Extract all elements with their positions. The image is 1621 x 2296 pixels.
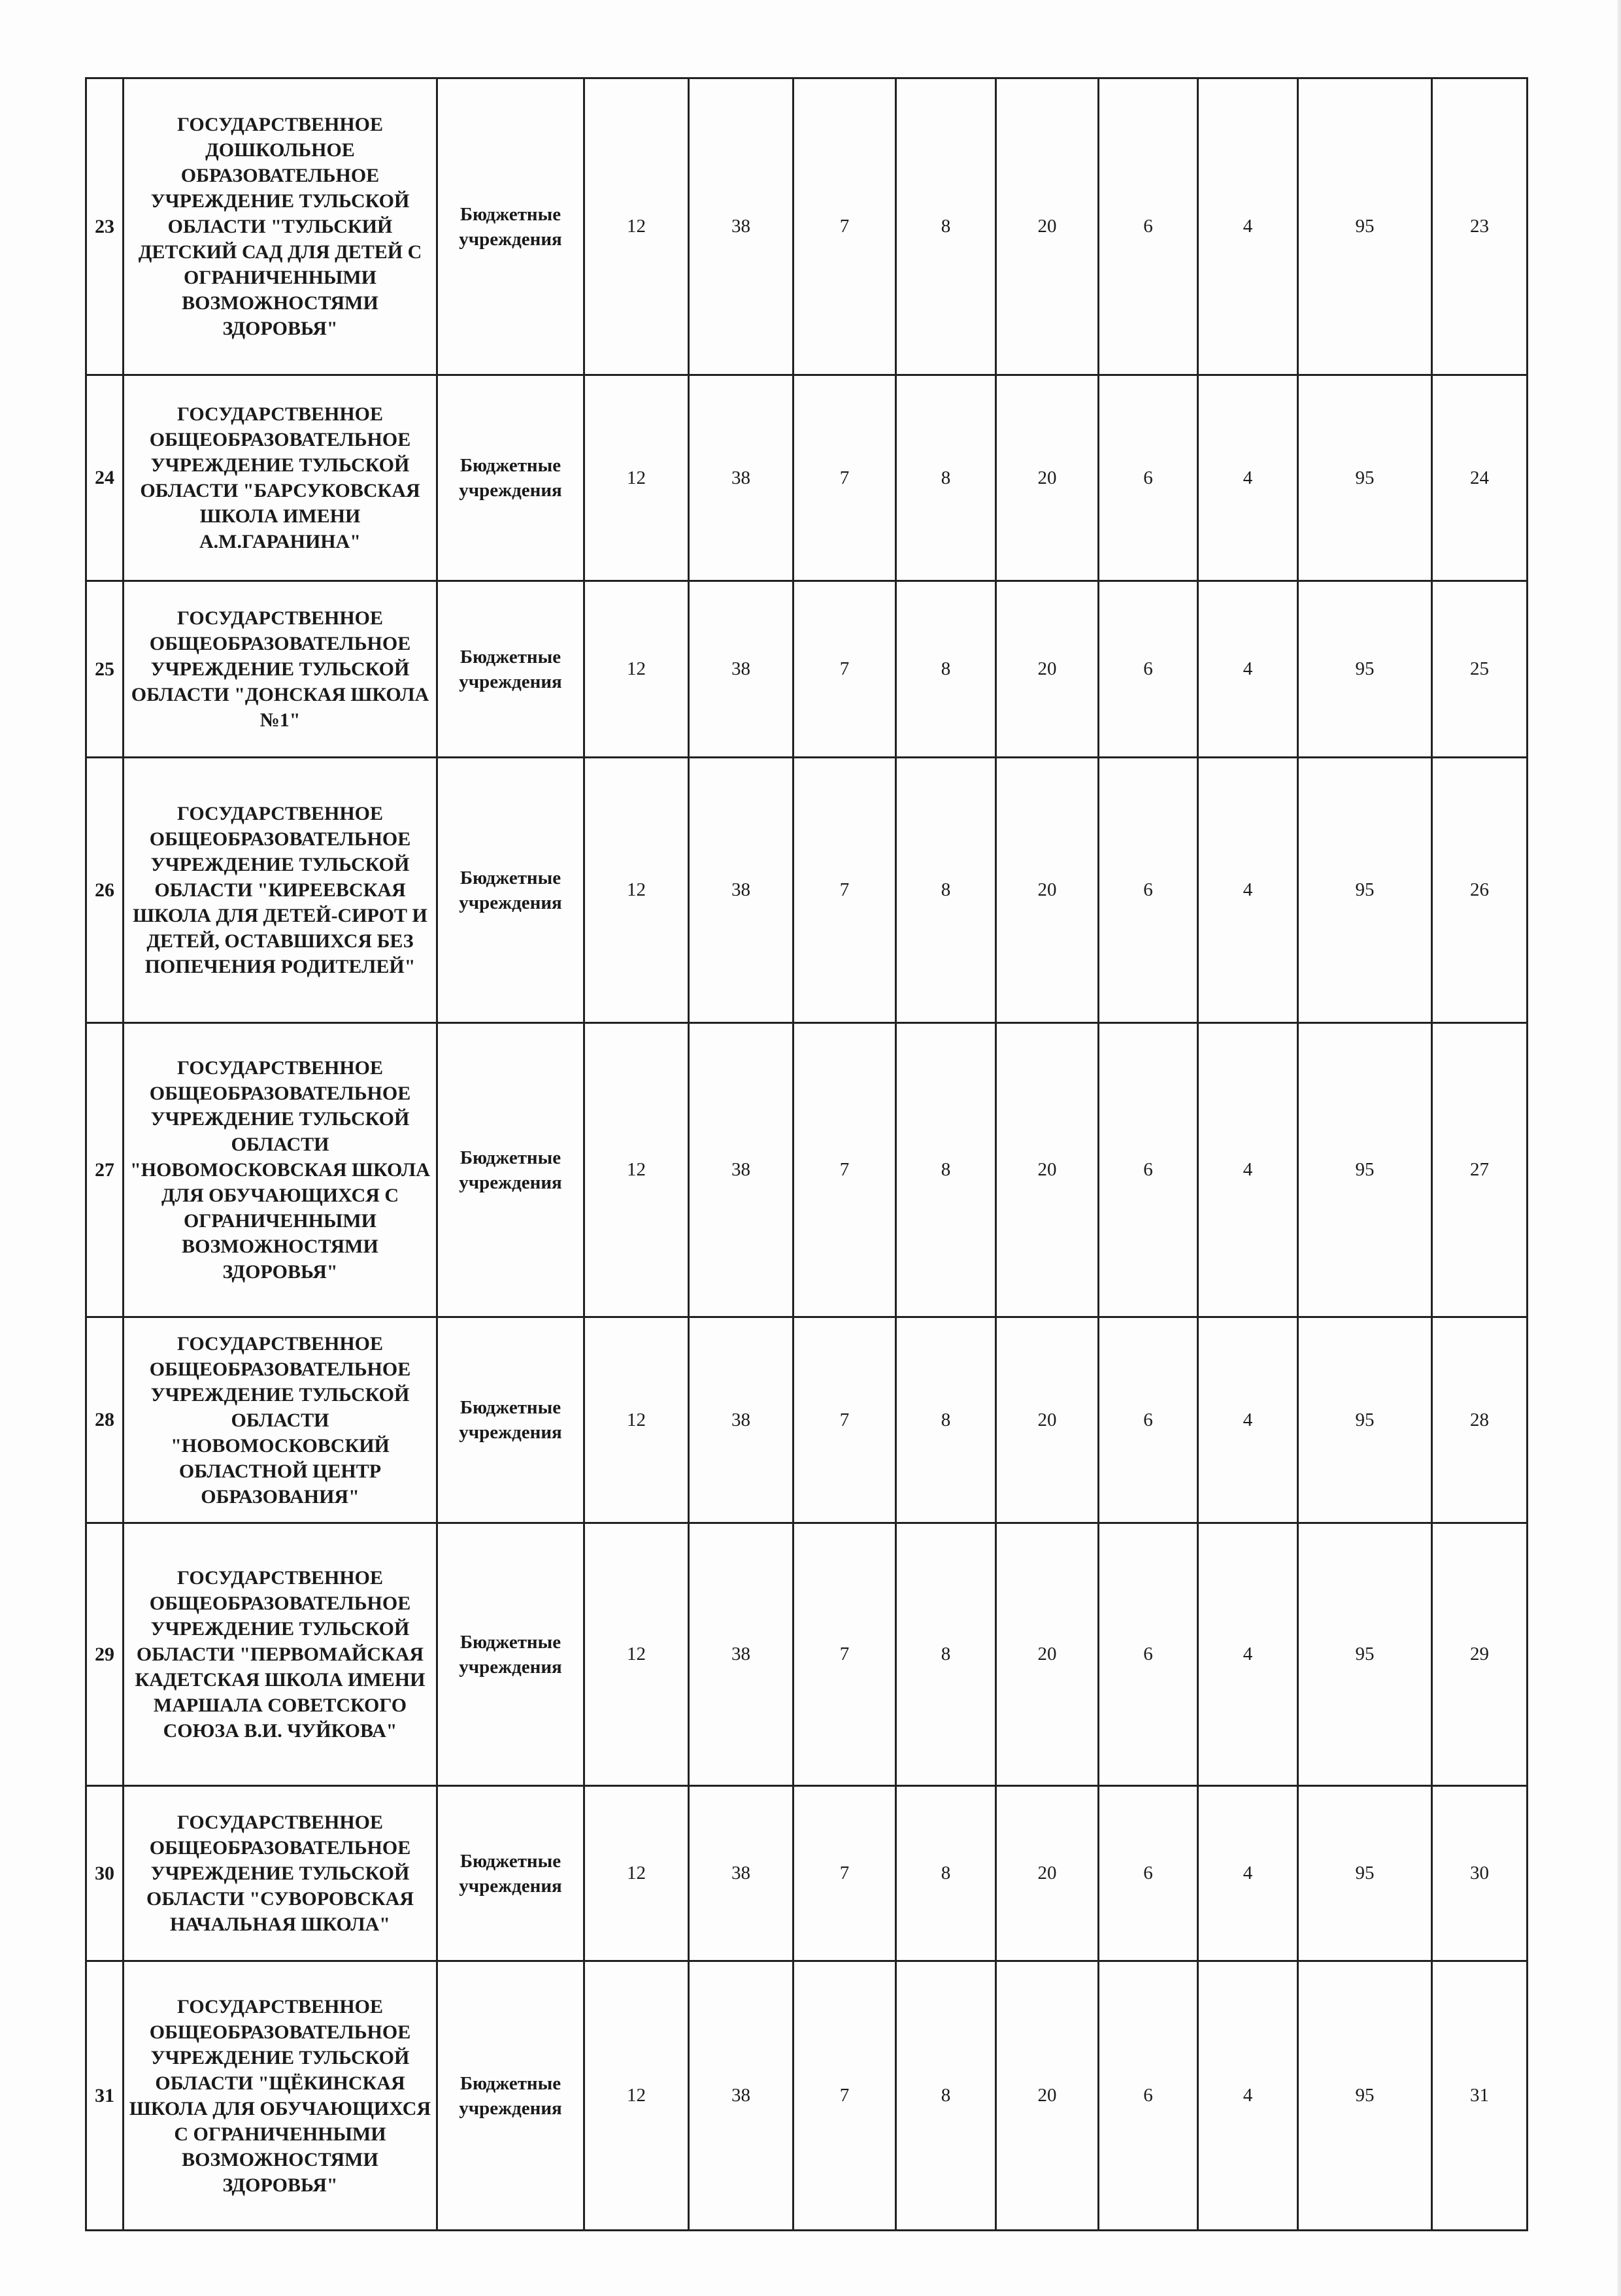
value-cell: 95 [1298,78,1432,375]
value-cell: 6 [1099,1317,1198,1523]
value-cell: 4 [1198,1023,1298,1317]
institution-type: Бюджетные учреждения [437,78,584,375]
value-cell: 12 [584,1961,689,2231]
table-row [86,1786,1528,1961]
value-cell: 8 [896,1961,996,2231]
value-cell: 24 [1432,375,1528,581]
row-number: 25 [86,581,124,758]
row-number: 31 [86,1961,124,2231]
institution-name: ГОСУДАРСТВЕННОЕ ОБЩЕОБРАЗОВАТЕЛЬНОЕ УЧРЕЖДЕНИЕ ТУЛЬСКОЙ ОБЛАСТИ "СУВОРОВСКАЯ НАЧАЛЬНАЯ ШКОЛА" [124,1786,437,1961]
value-cell: 4 [1198,1961,1298,2231]
value-cell: 38 [689,1961,794,2231]
row-number: 28 [86,1317,124,1523]
value-cell: 6 [1099,1786,1198,1961]
institution-type: Бюджетные учреждения [437,1961,584,2231]
value-cell: 4 [1198,1523,1298,1786]
value-cell: 6 [1099,1961,1198,2231]
value-cell: 12 [584,1523,689,1786]
value-cell: 8 [896,1786,996,1961]
value-cell: 20 [996,581,1099,758]
value-cell: 12 [584,1786,689,1961]
value-cell: 28 [1432,1317,1528,1523]
row-number: 24 [86,375,124,581]
institution-name: ГОСУДАРСТВЕННОЕ ОБЩЕОБРАЗОВАТЕЛЬНОЕ УЧРЕЖДЕНИЕ ТУЛЬСКОЙ ОБЛАСТИ "КИРЕЕВСКАЯ ШКОЛА ДЛЯ ДЕТЕЙ-СИРОТ И ДЕТЕЙ, ОСТАВШИХСЯ БЕЗ ПОПЕЧЕНИЯ РОДИТЕЛЕЙ" [124,758,437,1023]
value-cell: 12 [584,581,689,758]
value-cell: 27 [1432,1023,1528,1317]
value-cell: 6 [1099,758,1198,1023]
value-cell: 29 [1432,1523,1528,1786]
value-cell: 8 [896,1317,996,1523]
table-row [86,78,1528,375]
value-cell: 12 [584,1023,689,1317]
table-row [86,1317,1528,1523]
value-cell: 95 [1298,758,1432,1023]
institution-name: ГОСУДАРСТВЕННОЕ ОБЩЕОБРАЗОВАТЕЛЬНОЕ УЧРЕЖДЕНИЕ ТУЛЬСКОЙ ОБЛАСТИ "ПЕРВОМАЙСКАЯ КАДЕТСКАЯ ШКОЛА ИМЕНИ МАРШАЛА СОВЕТСКОГО СОЮЗА В.И. ЧУЙКОВА" [124,1523,437,1786]
value-cell: 38 [689,1317,794,1523]
value-cell: 4 [1198,78,1298,375]
value-cell: 12 [584,78,689,375]
institution-type: Бюджетные учреждения [437,375,584,581]
value-cell: 6 [1099,1023,1198,1317]
row-number: 23 [86,78,124,375]
value-cell: 7 [794,1786,896,1961]
value-cell: 8 [896,78,996,375]
value-cell: 12 [584,375,689,581]
value-cell: 95 [1298,1786,1432,1961]
value-cell: 7 [794,1523,896,1786]
value-cell: 38 [689,1786,794,1961]
value-cell: 12 [584,758,689,1023]
value-cell: 6 [1099,78,1198,375]
value-cell: 8 [896,375,996,581]
row-number: 29 [86,1523,124,1786]
value-cell: 4 [1198,758,1298,1023]
value-cell: 95 [1298,1523,1432,1786]
value-cell: 38 [689,1023,794,1317]
value-cell: 30 [1432,1786,1528,1961]
value-cell: 20 [996,78,1099,375]
table-row [86,758,1528,1023]
value-cell: 4 [1198,1317,1298,1523]
institution-name: ГОСУДАРСТВЕННОЕ ОБЩЕОБРАЗОВАТЕЛЬНОЕ УЧРЕЖДЕНИЕ ТУЛЬСКОЙ ОБЛАСТИ "НОВОМОСКОВСКИЙ ОБЛАСТНОЙ ЦЕНТР ОБРАЗОВАНИЯ" [124,1317,437,1523]
table-row [86,375,1528,581]
value-cell: 6 [1099,1523,1198,1786]
value-cell: 20 [996,375,1099,581]
value-cell: 7 [794,1023,896,1317]
value-cell: 4 [1198,375,1298,581]
value-cell: 8 [896,1023,996,1317]
institution-name: ГОСУДАРСТВЕННОЕ ОБЩЕОБРАЗОВАТЕЛЬНОЕ УЧРЕЖДЕНИЕ ТУЛЬСКОЙ ОБЛАСТИ "БАРСУКОВСКАЯ ШКОЛА ИМЕНИ А.М.ГАРАНИНА" [124,375,437,581]
institution-name: ГОСУДАРСТВЕННОЕ ОБЩЕОБРАЗОВАТЕЛЬНОЕ УЧРЕЖДЕНИЕ ТУЛЬСКОЙ ОБЛАСТИ "ЩЁКИНСКАЯ ШКОЛА ДЛЯ ОБУЧАЮЩИХСЯ С ОГРАНИЧЕННЫМИ ВОЗМОЖНОСТЯМИ ЗДОРОВЬЯ" [124,1961,437,2231]
institutions-table [85,77,1528,2231]
institution-name: ГОСУДАРСТВЕННОЕ ОБЩЕОБРАЗОВАТЕЛЬНОЕ УЧРЕЖДЕНИЕ ТУЛЬСКОЙ ОБЛАСТИ "ДОНСКАЯ ШКОЛА №1" [124,581,437,758]
value-cell: 38 [689,758,794,1023]
value-cell: 31 [1432,1961,1528,2231]
table-row [86,581,1528,758]
institution-type: Бюджетные учреждения [437,1023,584,1317]
value-cell: 20 [996,1023,1099,1317]
row-number: 30 [86,1786,124,1961]
value-cell: 8 [896,581,996,758]
institution-name: ГОСУДАРСТВЕННОЕ ОБЩЕОБРАЗОВАТЕЛЬНОЕ УЧРЕЖДЕНИЕ ТУЛЬСКОЙ ОБЛАСТИ "НОВОМОСКОВСКАЯ ШКОЛА ДЛЯ ОБУЧАЮЩИХСЯ С ОГРАНИЧЕННЫМИ ВОЗМОЖНОСТЯМИ ЗДОРОВЬЯ" [124,1023,437,1317]
value-cell: 7 [794,1317,896,1523]
value-cell: 6 [1099,581,1198,758]
value-cell: 4 [1198,1786,1298,1961]
value-cell: 7 [794,375,896,581]
institution-type: Бюджетные учреждения [437,581,584,758]
value-cell: 4 [1198,581,1298,758]
value-cell: 8 [896,1523,996,1786]
value-cell: 25 [1432,581,1528,758]
scan-edge-shadow [1617,0,1621,2296]
value-cell: 95 [1298,1023,1432,1317]
table-row [86,1023,1528,1317]
institution-type: Бюджетные учреждения [437,1317,584,1523]
value-cell: 95 [1298,1961,1432,2231]
value-cell: 26 [1432,758,1528,1023]
value-cell: 20 [996,758,1099,1023]
table-row [86,1523,1528,1786]
value-cell: 20 [996,1786,1099,1961]
value-cell: 38 [689,78,794,375]
table-row [86,1961,1528,2231]
value-cell: 7 [794,78,896,375]
value-cell: 6 [1099,375,1198,581]
value-cell: 20 [996,1523,1099,1786]
value-cell: 7 [794,758,896,1023]
value-cell: 38 [689,1523,794,1786]
value-cell: 7 [794,581,896,758]
value-cell: 23 [1432,78,1528,375]
value-cell: 95 [1298,581,1432,758]
row-number: 27 [86,1023,124,1317]
value-cell: 38 [689,375,794,581]
value-cell: 7 [794,1961,896,2231]
value-cell: 20 [996,1961,1099,2231]
value-cell: 95 [1298,1317,1432,1523]
institution-type: Бюджетные учреждения [437,758,584,1023]
institution-type: Бюджетные учреждения [437,1786,584,1961]
value-cell: 12 [584,1317,689,1523]
institution-name: ГОСУДАРСТВЕННОЕ ДОШКОЛЬНОЕ ОБРАЗОВАТЕЛЬНОЕ УЧРЕЖДЕНИЕ ТУЛЬСКОЙ ОБЛАСТИ "ТУЛЬСКИЙ ДЕТСКИЙ САД ДЛЯ ДЕТЕЙ С ОГРАНИЧЕННЫМИ ВОЗМОЖНОСТЯМИ ЗДОРОВЬЯ" [124,78,437,375]
value-cell: 8 [896,758,996,1023]
value-cell: 20 [996,1317,1099,1523]
value-cell: 95 [1298,375,1432,581]
value-cell: 38 [689,581,794,758]
institution-type: Бюджетные учреждения [437,1523,584,1786]
row-number: 26 [86,758,124,1023]
